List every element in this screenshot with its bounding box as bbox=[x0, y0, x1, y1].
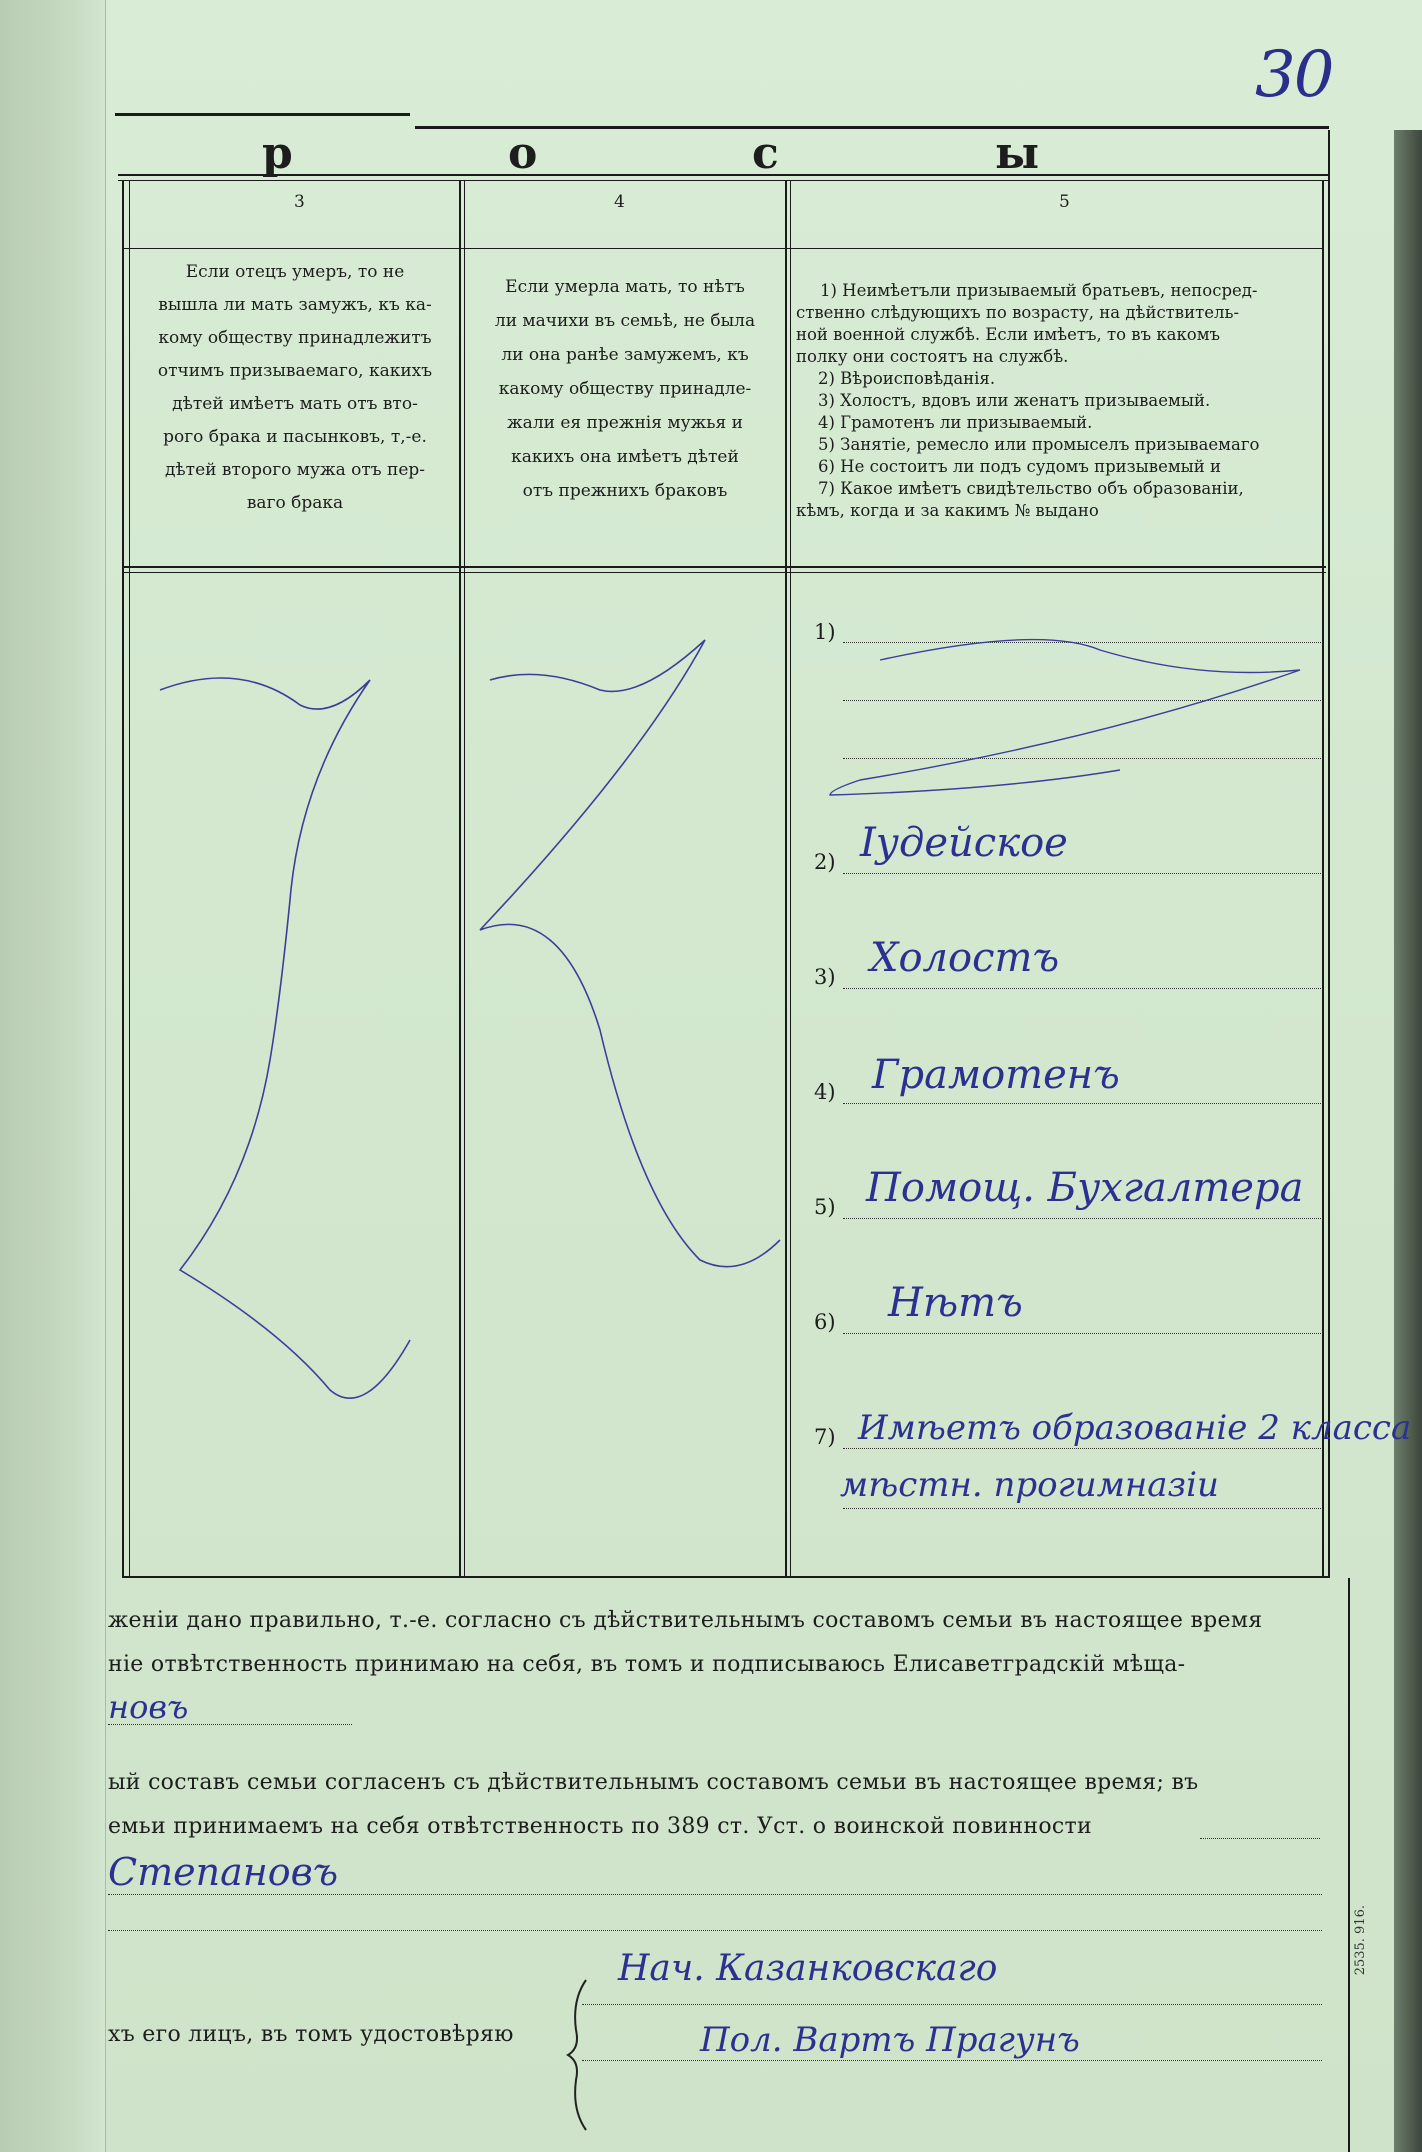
answer-handwritten: Имѣетъ образованіе 2 класса bbox=[858, 1408, 1412, 1448]
question-line: вышла ли мать замужъ, къ ка- bbox=[158, 295, 432, 315]
declaration-handwritten: новъ bbox=[108, 1688, 189, 1726]
question-line: Если отецъ умеръ, то не bbox=[185, 262, 405, 282]
declaration-handwritten: Степановъ bbox=[108, 1850, 339, 1894]
answer-number: 2) bbox=[814, 850, 836, 874]
question-line: ной военной службѣ. Если имѣетъ, то въ какомъ bbox=[796, 325, 1221, 344]
cancel-stroke-col3 bbox=[160, 678, 410, 1398]
question-line: дѣтей имѣетъ мать отъ вто- bbox=[172, 394, 418, 414]
header-letter: с bbox=[752, 128, 779, 179]
question-line: отчимъ призываемаго, какихъ bbox=[157, 361, 433, 381]
header-letter: р bbox=[262, 128, 293, 179]
header-letter: о bbox=[508, 128, 538, 179]
page-number: 30 bbox=[1255, 38, 1333, 112]
column-number: 3 bbox=[294, 192, 305, 212]
question-line: ли мачихи въ семьѣ, не была bbox=[494, 311, 756, 331]
question-line: Если умерла мать, то нѣтъ bbox=[505, 277, 745, 297]
question-line: какому обществу принадле- bbox=[498, 379, 752, 399]
question-line: ваго брака bbox=[246, 493, 344, 513]
question-line: кому обществу принадлежитъ bbox=[158, 328, 432, 348]
declaration-text: ніе отвѣтственность принимаю на себя, въ томъ и подписываюсь Елисаветградскій мѣща- bbox=[108, 1652, 1186, 1677]
column-number: 5 bbox=[1059, 192, 1070, 212]
question-line: 2) Вѣроисповѣданія. bbox=[818, 369, 996, 388]
signature-line: Нач. Казанковскаго bbox=[618, 1948, 998, 1989]
cancel-stroke-col5 bbox=[830, 640, 1300, 795]
answer-number: 4) bbox=[814, 1080, 836, 1104]
question-line: рого брака и пасынковъ, т,-е. bbox=[163, 427, 427, 447]
answer-number: 6) bbox=[814, 1310, 836, 1334]
answer-handwritten: Помощ. Бухгалтера bbox=[866, 1165, 1304, 1211]
declaration-text: женіи дано правильно, т.-е. согласно съ дѣйствительнымъ составомъ семьи въ настоящее время bbox=[108, 1608, 1263, 1633]
answer-handwritten: Грамотенъ bbox=[872, 1052, 1120, 1098]
answer-handwritten: Іудейское bbox=[860, 820, 1068, 866]
answer-number: 7) bbox=[814, 1425, 836, 1449]
answer-number: 1) bbox=[814, 620, 836, 644]
question-line: отъ прежнихъ браковъ bbox=[522, 481, 728, 501]
question-line: ственно слѣдующихъ по возрасту, на дѣйствитель- bbox=[796, 303, 1240, 322]
question-line: 7) Какое имѣетъ свидѣтельство объ образованіи, bbox=[818, 479, 1244, 498]
header-letter: ы bbox=[995, 128, 1040, 179]
column-number: 4 bbox=[614, 192, 625, 212]
question-line: жали ея прежнія мужья и bbox=[507, 413, 743, 433]
answer-number: 3) bbox=[814, 965, 836, 989]
answer-handwritten: мѣстн. прогимназіи bbox=[840, 1465, 1219, 1505]
question-line: 6) Не состоитъ ли подъ судомъ призывемый и bbox=[818, 457, 1222, 476]
certification-text: хъ его лицъ, въ томъ удостовѣряю bbox=[108, 2022, 514, 2047]
question-line: какихъ она имѣетъ дѣтей bbox=[511, 447, 739, 467]
question-line: 1) Неимѣетъли призываемый братьевъ, непосред- bbox=[820, 281, 1258, 300]
cancel-stroke-col4 bbox=[480, 640, 780, 1267]
question-line: дѣтей второго мужа отъ пер- bbox=[164, 460, 426, 480]
question-line: кѣмъ, когда и за какимъ № выдано bbox=[796, 501, 1099, 520]
declaration-text: ый составъ семьи согласенъ съ дѣйствительнымъ составомъ семьи въ настоящее время; въ bbox=[108, 1770, 1199, 1795]
print-code: 2535. 916. bbox=[1353, 1905, 1368, 1976]
question-line: полку они состоятъ на службѣ. bbox=[796, 347, 1069, 366]
signature-line: Пол. Вартъ Прагунъ bbox=[700, 2020, 1080, 2060]
signature-brace bbox=[568, 1980, 586, 2130]
answer-handwritten: Холостъ bbox=[870, 935, 1060, 981]
question-line: ли она ранѣе замужемъ, къ bbox=[501, 345, 749, 365]
question-line: 3) Холостъ, вдовъ или женатъ призываемый. bbox=[818, 391, 1211, 410]
declaration-text: емьи принимаемъ на себя отвѣтственность по 389 ст. Уст. о воинской повинности bbox=[108, 1814, 1092, 1839]
answer-number: 5) bbox=[814, 1195, 836, 1219]
question-line: 5) Занятіе, ремесло или промыселъ призываемаго bbox=[818, 435, 1260, 454]
question-line: 4) Грамотенъ ли призываемый. bbox=[818, 413, 1093, 432]
answer-handwritten: Нѣтъ bbox=[888, 1280, 1023, 1326]
